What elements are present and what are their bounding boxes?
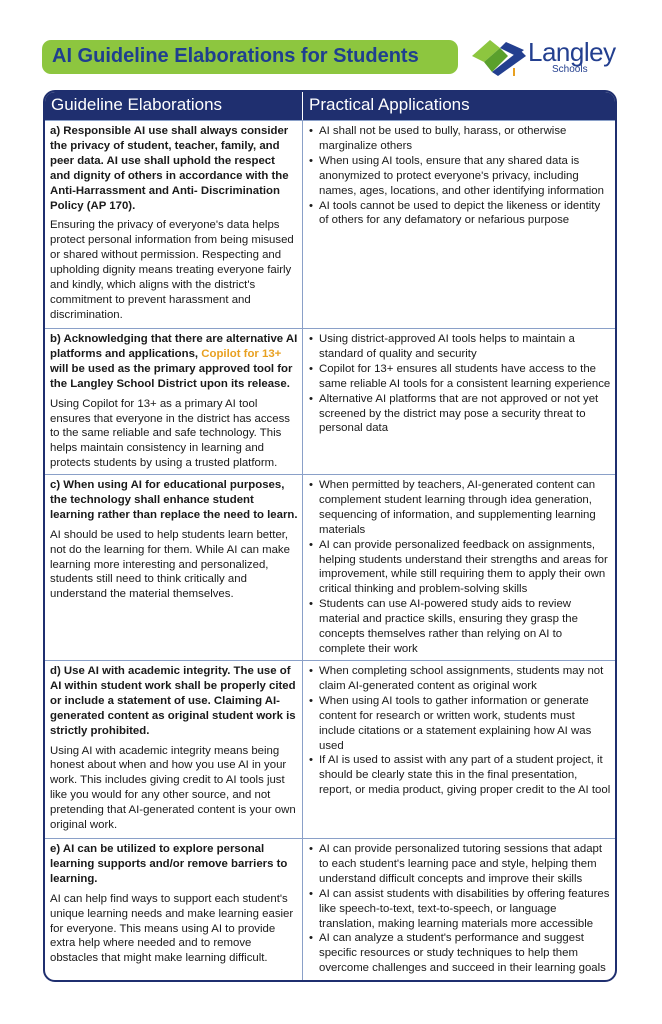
rule-text: will be used as the primary approved tool for the Langley School District upon its release. bbox=[50, 362, 293, 390]
list-item: • AI can provide personalized feedback on assignments, helping students understand their strengths and areas for improvement, while still requiring them to apply their own critical thinking and problem-solving skills bbox=[319, 538, 611, 598]
list-item: • AI can assist students with disabilities by offering features like speech-to-text, text-to-speech, or language translation, making learning materials more accessible bbox=[319, 887, 611, 932]
applications-list bbox=[307, 124, 611, 228]
guideline-cell bbox=[45, 839, 303, 980]
list-item: • Students can use AI-powered study aids to review material and practice skills, ensuring they grasp the concepts themselves rather than relying on AI to complete their work bbox=[319, 597, 611, 657]
list-item: • When permitted by teachers, AI-generated content can complement student learning through idea generation, sequencing of information, and supplementing learning materials bbox=[319, 478, 611, 538]
logo-wordmark: Langley bbox=[528, 37, 616, 67]
applications-cell bbox=[303, 839, 615, 980]
guidelines-table bbox=[43, 90, 617, 982]
guideline-rule: e) AI can be utilized to explore personal learning supports and/or remove barriers to learning. bbox=[50, 843, 288, 885]
guideline-rule: a) Responsible AI use shall always consider the privacy of student, teacher, family, and peer data. AI use shall uphold the respect and dignity of others in accordance with the Anti-Harrassment and Anti- Discrimination Policy (AP 170). bbox=[50, 125, 289, 212]
guideline-explanation: Ensuring the privacy of everyone's data helps protect personal information from being misused or shared without permission. Respecting and upholding dignity means treating everyone fairly and kindly, which aligns with the district's commitment to prevent harassment and discrimination. bbox=[50, 219, 294, 321]
column-header-applications: Practical Applications bbox=[309, 95, 470, 114]
title-banner bbox=[42, 40, 458, 74]
guideline-explanation: Using AI with academic integrity means being honest about when and how you use AI in your work. This includes giving credit to AI tools just like you would for any other source, and not pretending that AI-generated content is your own original work. bbox=[50, 744, 296, 832]
list-item: • Copilot for 13+ ensures all students have access to the same reliable AI tools for a consistent learning experience bbox=[319, 362, 611, 392]
guideline-rule: d) Use AI with academic integrity. The use of AI within student work shall be properly cited or include a statement of use. Claiming AI-generated content as original student work is strictly prohibited. bbox=[50, 665, 296, 737]
guideline-cell bbox=[45, 661, 303, 838]
list-item: • AI tools cannot be used to depict the likeness or identity of others for any defamatory or nefarious purpose bbox=[319, 199, 611, 229]
logo-subtitle: Schools bbox=[552, 64, 588, 75]
list-item: • Alternative AI platforms that are not approved or not yet screened by the district may pose a security threat to personal data bbox=[319, 392, 611, 437]
rule-text: b) Acknowledging that there are alternative AI platforms and applications, bbox=[50, 333, 298, 360]
table-row-e bbox=[45, 838, 615, 980]
applications-cell bbox=[303, 329, 615, 474]
applications-cell bbox=[303, 475, 615, 660]
list-item: • AI can analyze a student's performance and suggest specific resources or study techniques to help them overcome challenges and succeed in their learning goals bbox=[319, 931, 611, 976]
guideline-explanation: AI should be used to help students learn better, not do the learning for them. While AI can make learning more interesting and personalized, students still need to think critically and understand the material themselves. bbox=[50, 528, 290, 601]
guideline-rule bbox=[50, 332, 298, 392]
guideline-cell bbox=[45, 475, 303, 660]
applications-list bbox=[307, 332, 611, 436]
table-header bbox=[45, 92, 615, 120]
applications-cell bbox=[303, 121, 615, 328]
guideline-rule: c) When using AI for educational purposes, the technology shall enhance student learning rather than replace the need to learn. bbox=[50, 479, 298, 521]
list-item: • Using district-approved AI tools helps to maintain a standard of quality and security bbox=[319, 332, 611, 362]
list-item: • When completing school assignments, students may not claim AI-generated content as original work bbox=[319, 664, 611, 694]
list-item: • When using AI tools to gather information or generate content for research or written work, students must include citations or a statement explaining how AI was used bbox=[319, 694, 611, 754]
list-item: • If AI is used to assist with any part of a student project, it should be clearly state this in the final presentation, report, or media product, giving proper credit to the AI tool bbox=[319, 753, 611, 798]
applications-cell bbox=[303, 661, 615, 838]
applications-list bbox=[307, 664, 611, 798]
table-row-a bbox=[45, 120, 615, 328]
table-row-b bbox=[45, 328, 615, 474]
list-item: • AI can provide personalized tutoring sessions that adapt to each student's learning pace and style, helping them understand difficult concepts and improve their skills bbox=[319, 842, 611, 887]
table-row-d bbox=[45, 660, 615, 838]
guideline-cell bbox=[45, 121, 303, 328]
guideline-explanation: AI can help find ways to support each student's unique learning needs and make learning easier for everyone. This means using AI to provide extra help where needed and to remove obstacles that might make learning difficult. bbox=[50, 892, 294, 965]
table-row-c bbox=[45, 474, 615, 660]
list-item: • When using AI tools, ensure that any shared data is anonymized to protect everyone's privacy, including names, ages, locations, and other identifying information bbox=[319, 154, 611, 199]
column-header-guidelines: Guideline Elaborations bbox=[45, 92, 303, 120]
guideline-explanation: Using Copilot for 13+ as a primary AI tool ensures that everyone in the district has access to the same reliable and safe technology. This helps maintain consistency in learning and protects students by using a trusted platform. bbox=[50, 397, 290, 470]
copilot-highlight: Copilot for 13+ bbox=[201, 347, 282, 360]
applications-list bbox=[307, 478, 611, 657]
guideline-cell bbox=[45, 329, 303, 474]
page-title: AI Guideline Elaborations for Students bbox=[52, 45, 419, 67]
list-item: • AI shall not be used to bully, harass, or otherwise marginalize others bbox=[319, 124, 611, 154]
applications-list bbox=[307, 842, 611, 976]
